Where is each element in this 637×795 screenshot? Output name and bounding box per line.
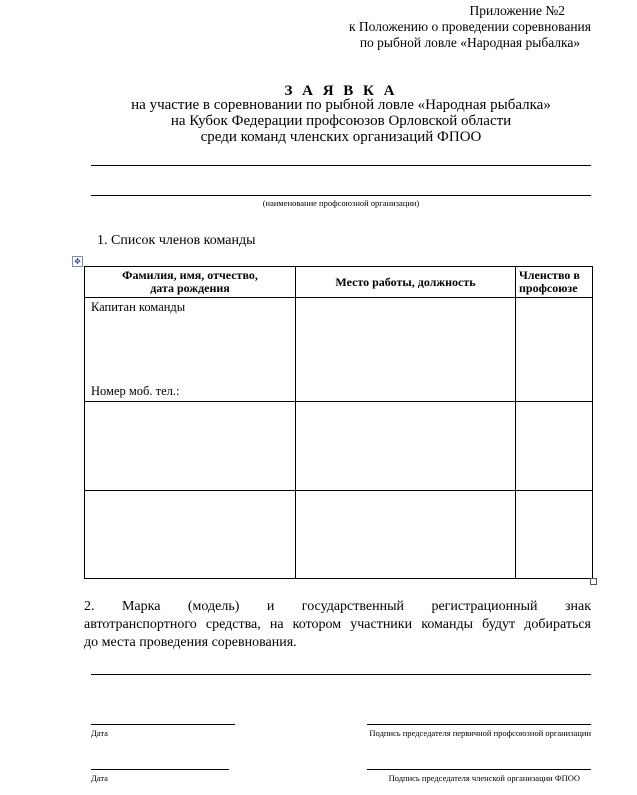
section-2-line-3: до места проведения соревнования.	[84, 635, 297, 650]
header-membership-line-2: профсоюзе	[519, 281, 578, 295]
member-3-name-cell[interactable]	[85, 491, 296, 579]
section-1-title: 1. Список членов команды	[97, 233, 256, 248]
table-move-handle-icon[interactable]: ✥	[72, 256, 83, 267]
appendix-line-2: к Положению о проведении соревнования	[348, 19, 591, 34]
signature-line-2	[367, 769, 591, 770]
title-line-3: среди команд членских организаций ФПОО	[200, 129, 482, 145]
appendix-line-3: по рыбной ловле «Народная рыбалка»	[359, 35, 581, 50]
date-label-2: Дата	[91, 773, 108, 783]
team-members-table	[84, 266, 593, 579]
vehicle-answer-line	[91, 674, 591, 675]
captain-membership-cell[interactable]	[516, 298, 593, 402]
date-line-2	[91, 769, 229, 770]
member-3-membership-cell[interactable]	[516, 491, 593, 579]
date-label-1: Дата	[91, 728, 108, 738]
org-name-line-1	[91, 165, 591, 166]
captain-cell[interactable]	[85, 298, 296, 402]
section-2-line-2: автотранспортного средства, на котором участники команды будут добираться	[84, 617, 591, 632]
appendix-line-1: Приложение №2	[469, 3, 565, 18]
member-3-workplace-cell[interactable]	[296, 491, 516, 579]
appendix-header	[349, 3, 591, 51]
captain-label: Капитан команды	[91, 300, 186, 314]
section-2-line-1: 2. Марка (модель) и государственный регистрационный знак	[84, 599, 591, 614]
table-row	[85, 491, 593, 579]
header-membership-line-1: Членство в	[519, 268, 580, 282]
table-resize-handle[interactable]	[590, 578, 597, 585]
member-2-workplace-cell[interactable]	[296, 402, 516, 491]
title-line-2: на Кубок Федерации профсоюзов Орловской области	[170, 113, 512, 129]
header-workplace: Место работы, должность	[296, 267, 516, 298]
table-header-row	[85, 267, 593, 298]
header-full-name-line-1: Фамилия, имя, отчество,	[122, 268, 258, 282]
document-title: З А Я В К А	[284, 83, 398, 99]
captain-workplace-cell[interactable]	[296, 298, 516, 402]
header-full-name	[85, 267, 296, 298]
org-name-caption: (наименование профсоюзной организации)	[262, 198, 420, 208]
signature-label-2: Подпись председателя членской организации ФПОО	[388, 773, 580, 783]
header-full-name-line-2: дата рождения	[150, 281, 230, 295]
phone-label: Номер моб. тел.:	[91, 384, 180, 398]
org-name-line-2	[91, 195, 591, 196]
header-membership	[516, 267, 593, 298]
member-2-name-cell[interactable]	[85, 402, 296, 491]
signature-line-1	[367, 724, 591, 725]
table-row	[85, 298, 593, 402]
signature-label-1: Подпись председателя первичной профсоюзной организации	[369, 728, 591, 738]
title-line-1: на участие в соревновании по рыбной ловле «Народная рыбалка»	[131, 97, 551, 113]
section-2-text	[84, 598, 591, 652]
table-row	[85, 402, 593, 491]
member-2-membership-cell[interactable]	[516, 402, 593, 491]
date-line-1	[91, 724, 235, 725]
